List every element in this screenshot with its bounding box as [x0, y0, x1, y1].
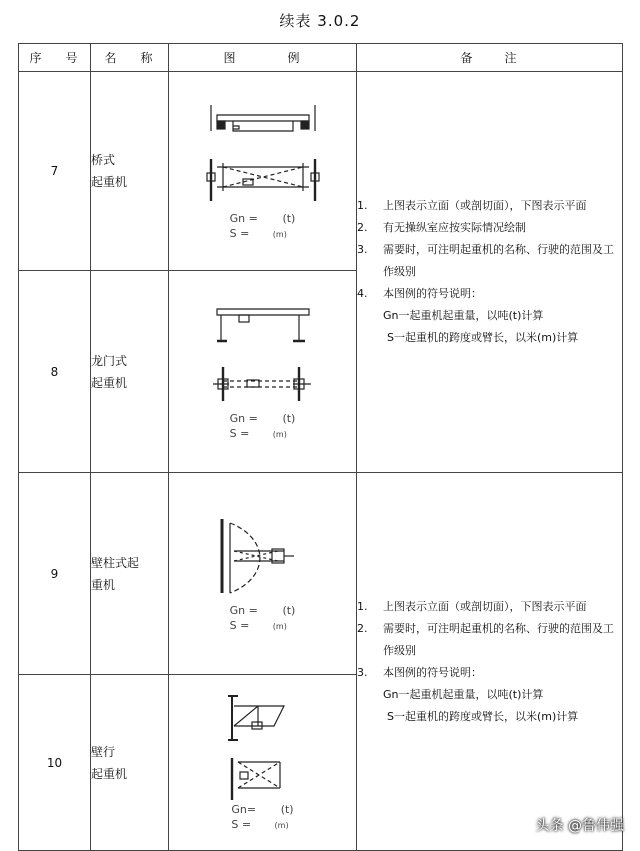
bridge-crane-icon	[203, 101, 323, 211]
row-name: 龙门式 起重机	[91, 271, 169, 473]
header-notes: 备 注	[357, 44, 623, 72]
header-name: 名 称	[91, 44, 169, 72]
row-name: 壁柱式起 重机	[91, 473, 169, 675]
wall-travelling-crane-figure	[169, 675, 357, 851]
gantry-crane-icon	[203, 301, 323, 411]
row-number: 10	[19, 675, 91, 851]
legend-symbols: Gn = (t) S = (m)	[229, 211, 296, 240]
legend-symbols: Gn = (t) S = (m)	[229, 412, 296, 440]
table-row	[19, 473, 623, 675]
wall-column-crane-figure	[169, 473, 357, 675]
gantry-crane-figure	[169, 271, 357, 473]
notes-cell: 1. 上图表示立面（或剖切面），下图表示平面 2. 需要时，可注明起重机的名称、行驶的范围及工作级别 3. 本图例的符号说明： Gn一起重机起重量，以吨(t)计算 S一起重机的跨度或臂长，以米(m)计算	[357, 473, 623, 851]
header-figure: 图 例	[169, 44, 357, 72]
page-title: 续表 3.0.2	[279, 12, 361, 30]
legend-symbols: Gn= (t) S = (m)	[231, 803, 294, 831]
legend-table	[18, 43, 623, 851]
wall-column-crane-icon	[208, 513, 318, 603]
table-row	[19, 72, 623, 271]
table-header-row	[19, 44, 623, 72]
wall-travelling-crane-icon	[218, 692, 308, 802]
bridge-crane-figure	[169, 72, 357, 271]
row-name: 桥式 起重机	[91, 72, 169, 271]
row-name: 壁行 起重机	[91, 675, 169, 851]
legend-symbols: Gn = (t) S = (m)	[229, 604, 296, 632]
row-number: 9	[19, 473, 91, 675]
watermark: 头条 @鲁伟强	[535, 818, 624, 834]
notes-cell: 1. 上图表示立面（或剖切面），下图表示平面 2. 有无操纵室应按实际情况绘制 3. 需要时，可注明起重机的名称、行驶的范围及工作级别 4. 本图例的符号说明： Gn一起重机起重量，以吨(t)计算 S一起重机的跨度或臂长，以米(m)计算	[357, 72, 623, 473]
header-seq: 序 号	[19, 44, 91, 72]
row-number: 8	[19, 271, 91, 473]
row-number: 7	[19, 72, 91, 271]
